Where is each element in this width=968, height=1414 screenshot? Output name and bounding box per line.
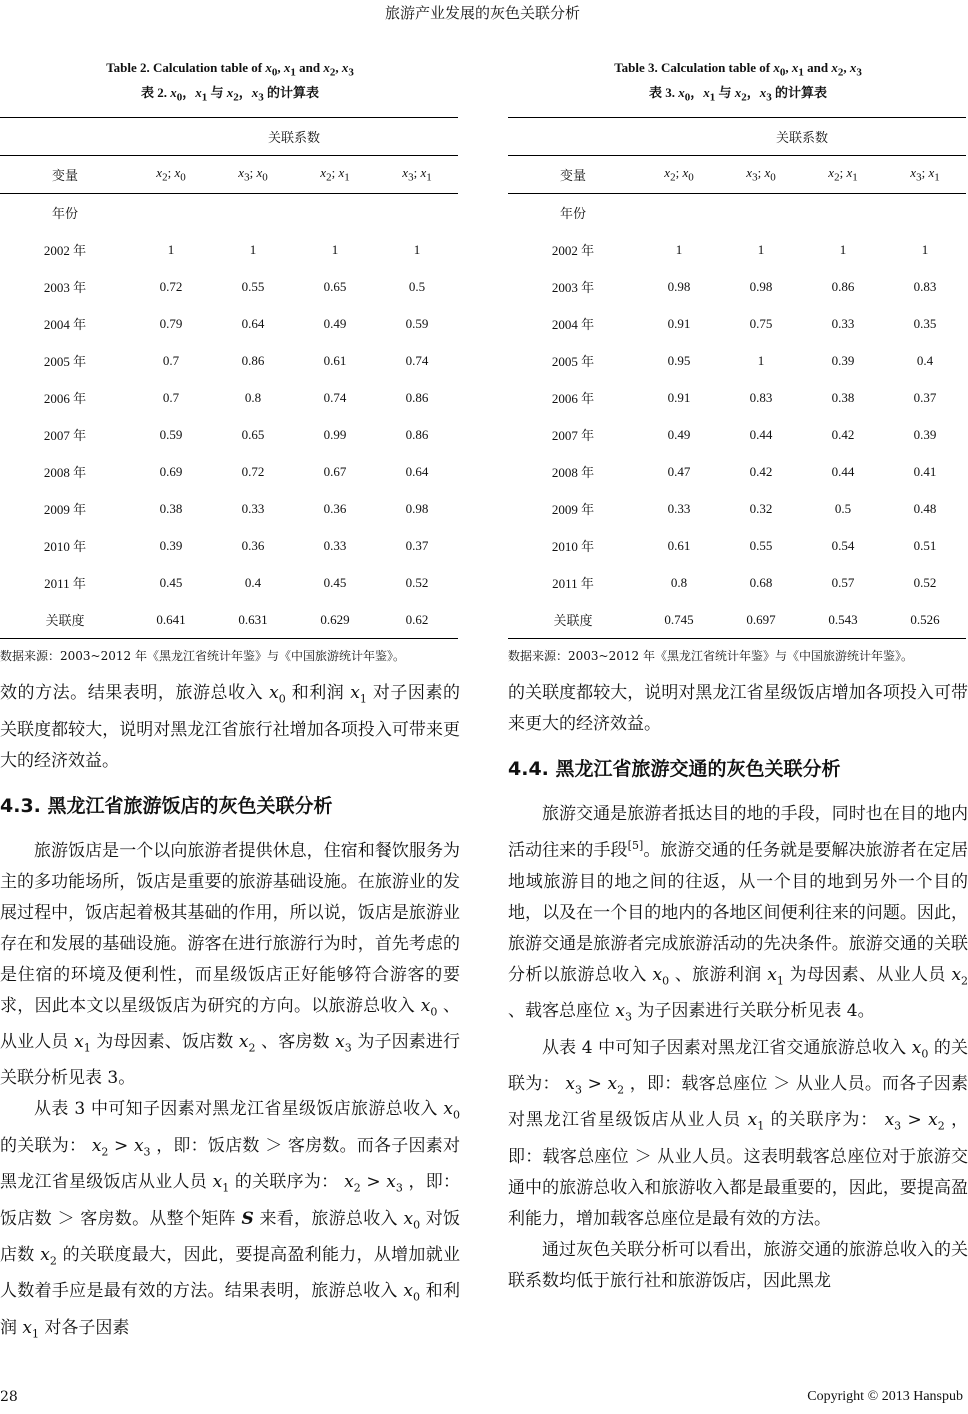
table2-row-label: 2008 年 xyxy=(43,465,87,481)
table3-column-header-row xyxy=(508,156,966,194)
table3-cell: 0.51 xyxy=(913,537,937,553)
table3-cell: 0.42 xyxy=(831,426,855,442)
table3-year-label-row xyxy=(508,194,966,232)
table3-cell: 0.49 xyxy=(667,426,691,442)
table2-caption-en: Table 2. Calculation table of $x_0$, $x_1$ and $x_2$, $x_3$ xyxy=(106,60,354,79)
table3-cell: 0.98 xyxy=(667,278,691,294)
table3-cell: 0.33 xyxy=(667,500,691,516)
page-number: 28 xyxy=(0,1389,18,1405)
section-4-3-heading: 4.3. 黑龙江省旅游饭店的灰色关联分析 xyxy=(0,794,333,817)
table3-col-x3-x0: $x_3$; $x_0$ xyxy=(720,156,802,194)
table3-cell: 1 xyxy=(921,241,929,257)
table2-year-label-row xyxy=(0,194,458,232)
table2-row xyxy=(0,564,458,601)
left-paragraph-1: 效的方法。结果表明，旅游总收入 $x_0$ 和利润 $x_1$ 对子因素的关联度都较大，说明对黑龙江省旅行社增加各项投入可带来更大的经济效益。 xyxy=(0,683,461,771)
table2-cell: 0.65 xyxy=(323,278,347,294)
table2-row-label: 2006 年 xyxy=(43,391,87,407)
table2-cell: 0.33 xyxy=(323,537,347,553)
table3-row xyxy=(508,231,966,268)
table2-row xyxy=(0,268,458,305)
table3-cell: 0.55 xyxy=(749,537,773,553)
table2-cell: 0.33 xyxy=(241,500,265,516)
left-column xyxy=(0,58,460,1349)
table2-cell: 0.38 xyxy=(159,500,183,516)
right-paragraph-3: 从表 4 中可知子因素对黑龙江省交通旅游总收入 $x_0$ 的关联为： $x_3 > x_2$ ，即：载客总座位 ＞ 从业人员。而各子因素对黑龙江省星级饭店从业人员 $x_1$ 的关联序为： $x_3 > x_2$ ，即：载客总座位 ＞ 从业人员。这表明载客总座位对于旅游交通中的旅游总收入和旅游收入都是最重要的，因此，要提高盈利能力，增加载客总座位是最有效的方法。 xyxy=(508,1037,968,1229)
table2-row xyxy=(0,453,458,490)
table2-cell: 0.5 xyxy=(408,278,426,294)
table2-cell: 0.45 xyxy=(159,574,183,590)
table3-row-label: 2007 年 xyxy=(551,428,595,444)
table3-body xyxy=(508,231,966,639)
table2-cell: 0.7 xyxy=(162,389,180,405)
table2-cell: 0.4 xyxy=(244,574,262,590)
table2-cell: 0.37 xyxy=(405,537,429,553)
table3-row-label: 2010 年 xyxy=(551,539,595,555)
table3-row xyxy=(508,527,966,564)
table3-row-label: 2002 年 xyxy=(551,243,595,259)
table3-caption-cn: 表 3. $x_0$，$x_1$ 与 $x_2$，$x_3$ 的计算表 xyxy=(648,84,828,104)
table3-cell: 0.83 xyxy=(749,389,773,405)
left-paragraph-2: 旅游饭店是一个以向旅游者提供休息，住宿和餐饮服务为主的多功能场所，饭店是重要的旅游基础设施。在旅游业的发展过程中，饭店起着极其基础的作用，所以说，饭店是旅游业存在和发展的基础设施。游客在进行旅游行为时，首先考虑的是住宿的环境及便利性，而星级饭店正好能够符合游客的要求，因此本文以星级饭店为研究的方向。以旅游总收入 $x_0$ 、从业人员 $x_1$ 为母因素、饭店数 $x_2$ 、客房数 $x_3$ 为子因素进行关联分析见表 3。 xyxy=(0,840,461,1089)
table2-col-x3-x0: $x_3$; $x_0$ xyxy=(212,156,294,194)
table3-cell: 0.61 xyxy=(667,537,691,553)
left-paragraph-3: 从表 3 中可知子因素对黑龙江省星级饭店旅游总收入 $x_0$ 的关联为： $x_2 > x_3$ ，即：饭店数 ＞ 客房数。而各子因素对黑龙江省星级饭店从业人员 $x_1$ 的关联序为： $x_2 > x_3$ ，即：饭店数 ＞ 客房数。从整个矩阵 S 来看，旅游总收入 $x_0$ 对饭店数 $x_2$ 的关联度最大，因此，要提高盈利能力，从增加就业人数着手应是最有效的方法。结果表明，旅游总收入 $x_0$ 和利润 $x_1$ 对各子因素 xyxy=(0,1099,461,1341)
table3-cell: 0.47 xyxy=(667,463,691,479)
table2-cell: 0.74 xyxy=(405,352,429,368)
table3-cell: 0.44 xyxy=(831,463,855,479)
table3-cell: 0.8 xyxy=(670,574,688,590)
table3-cell: 0.42 xyxy=(749,463,773,479)
table2-cell: 0.86 xyxy=(405,426,429,442)
table2-cell: 0.61 xyxy=(323,352,347,368)
table3-cell: 0.54 xyxy=(831,537,855,553)
table2-cell: 0.8 xyxy=(244,389,262,405)
table2-row-label: 2002 年 xyxy=(43,243,87,259)
table2-year-label: 年份 xyxy=(51,206,78,222)
table2-cell: 0.74 xyxy=(323,389,347,405)
table3-row-label: 2003 年 xyxy=(551,280,595,296)
table2-row-label: 2007 年 xyxy=(43,428,87,444)
table3-cell: 0.91 xyxy=(667,389,691,405)
table3-caption xyxy=(508,58,968,107)
table3-cell: 0.95 xyxy=(667,352,691,368)
table2-row xyxy=(0,342,458,379)
table3-cell: 0.52 xyxy=(913,574,937,590)
table3-cell: 1 xyxy=(757,241,765,257)
table2-caption-cn: 表 2. $x_0$，$x_1$ 与 $x_2$，$x_3$ 的计算表 xyxy=(140,84,320,104)
table3-row-label: 2006 年 xyxy=(551,391,595,407)
table3-col-x2-x0: $x_2$; $x_0$ xyxy=(638,156,720,194)
table2-cell: 0.72 xyxy=(159,278,183,294)
table2-row-label: 2009 年 xyxy=(43,502,87,518)
table3-caption-en: Table 3. Calculation table of $x_0$, $x_1$ and $x_2$, $x_3$ xyxy=(614,60,862,79)
table3-row xyxy=(508,342,966,379)
table2-row-label: 2010 年 xyxy=(43,539,87,555)
table2-row xyxy=(0,490,458,527)
table2-body xyxy=(0,231,458,639)
table3-row xyxy=(508,416,966,453)
table2-cell: 0.64 xyxy=(241,315,265,331)
table2 xyxy=(0,117,458,639)
table3-cell: 0.86 xyxy=(831,278,855,294)
table2-row-label: 关联度 xyxy=(0,601,130,639)
table2-cell: 0.69 xyxy=(159,463,183,479)
table2-row-label: 2005 年 xyxy=(43,354,87,370)
table2-cell: 0.59 xyxy=(159,426,183,442)
table3 xyxy=(508,117,966,639)
table3-cell: 0.75 xyxy=(749,315,773,331)
table3-cell: 0.83 xyxy=(913,278,937,294)
table3-cell: 0.32 xyxy=(749,500,773,516)
table2-cell: 0.65 xyxy=(241,426,265,442)
right-column xyxy=(508,58,968,1297)
table2-row xyxy=(0,379,458,416)
table3-group-row xyxy=(508,118,966,156)
left-body-text xyxy=(0,678,460,1349)
table3-col-x3-x1: $x_3$; $x_1$ xyxy=(884,156,966,194)
table3-year-label: 年份 xyxy=(559,206,586,222)
table2-cell: 0.36 xyxy=(241,537,265,553)
table3-row-label: 2008 年 xyxy=(551,465,595,481)
table2-cell: 0.52 xyxy=(405,574,429,590)
table2-cell: 0.98 xyxy=(405,500,429,516)
table3-row-label: 2011 年 xyxy=(552,576,594,592)
table2-row xyxy=(0,231,458,268)
right-paragraph-1: 的关联度都较大，说明对黑龙江省星级饭店增加各项投入可带来更大的经济效益。 xyxy=(508,683,968,735)
table2-cell: 0.86 xyxy=(405,389,429,405)
table3-cell: 0.697 xyxy=(720,601,802,639)
table3-row xyxy=(508,490,966,527)
citation-ref[interactable]: [5] xyxy=(627,839,644,853)
table3-cell: 0.91 xyxy=(667,315,691,331)
table2-cell: 0.79 xyxy=(159,315,183,331)
table3-row-label: 2005 年 xyxy=(551,354,595,370)
table2-cell: 0.72 xyxy=(241,463,265,479)
table3-cell: 0.4 xyxy=(916,352,934,368)
table2-source-note: 数据来源：2003~2012 年《黑龙江省统计年鉴》与《中国旅游统计年鉴》。 xyxy=(0,649,405,664)
table3-row xyxy=(508,601,966,639)
table2-cell: 1 xyxy=(167,241,175,257)
table2-var-label: 变量 xyxy=(0,156,130,194)
table2-cell: 0.631 xyxy=(212,601,294,639)
table2-col-x2-x0: $x_2$; $x_0$ xyxy=(130,156,212,194)
table3-cell: 0.35 xyxy=(913,315,937,331)
table2-row-label: 2003 年 xyxy=(43,280,87,296)
table2-row xyxy=(0,527,458,564)
table2-column-header-row xyxy=(0,156,458,194)
table2-col-x3-x1: $x_3$; $x_1$ xyxy=(376,156,458,194)
table2-cell: 0.64 xyxy=(405,463,429,479)
table2-cell: 0.67 xyxy=(323,463,347,479)
table3-row-label: 2009 年 xyxy=(551,502,595,518)
table2-row xyxy=(0,416,458,453)
copyright-notice: Copyright © 2013 Hanspub xyxy=(807,1389,963,1404)
table3-row xyxy=(508,268,966,305)
table3-cell: 0.543 xyxy=(802,601,884,639)
table2-row-label: 2011 年 xyxy=(44,576,86,592)
table2-cell: 1 xyxy=(331,241,339,257)
table2-cell: 0.39 xyxy=(159,537,183,553)
table3-row xyxy=(508,305,966,342)
table2-cell: 0.36 xyxy=(323,500,347,516)
table2-group-header: 关联系数 xyxy=(130,118,458,156)
table2-row xyxy=(0,601,458,639)
section-4-4-heading: 4.4. 黑龙江省旅游交通的灰色关联分析 xyxy=(508,758,841,781)
right-paragraph-4: 通过灰色关联分析可以看出，旅游交通的旅游总收入的关联系数均低于旅行社和旅游饭店，因此黑龙 xyxy=(508,1239,968,1291)
table3-cell: 0.33 xyxy=(831,315,855,331)
table2-group-row xyxy=(0,118,458,156)
table3-row xyxy=(508,379,966,416)
table3-cell: 0.37 xyxy=(913,389,937,405)
table3-cell: 0.98 xyxy=(749,278,773,294)
table3-cell: 0.39 xyxy=(913,426,937,442)
table3-row-label: 关联度 xyxy=(508,601,638,639)
table3-group-header: 关联系数 xyxy=(638,118,966,156)
table2-cell: 0.629 xyxy=(294,601,376,639)
table3-cell: 0.41 xyxy=(913,463,937,479)
right-paragraph-2: 旅游交通是旅游者抵达目的地的手段，同时也在目的地内活动往来的手段[5]。旅游交通的任务就是要解决旅游者在定居地域旅游目的地之间的往返，从一个目的地到另外一个目的地，以及在一个目的地内的各地区间便利往来的问题。因此，旅游交通是旅游者完成旅游活动的先决条件。旅游交通的关联分析以旅游总收入 $x_0$ 、旅游利润 $x_1$ 为母因素、从业人员 $x_2$ 、载客总座位 $x_3$ 为子因素进行关联分析见表 4。 xyxy=(508,804,968,1024)
table3-cell: 0.48 xyxy=(913,500,937,516)
table2-caption xyxy=(0,58,460,107)
table2-row-label: 2004 年 xyxy=(43,317,87,333)
table3-source-note: 数据来源：2003~2012 年《黑龙江省统计年鉴》与《中国旅游统计年鉴》。 xyxy=(508,649,913,664)
table2-col-x2-x1: $x_2$; $x_1$ xyxy=(294,156,376,194)
table3-cell: 0.57 xyxy=(831,574,855,590)
table2-cell: 0.641 xyxy=(130,601,212,639)
table2-cell: 0.62 xyxy=(376,601,458,639)
table2-cell: 0.45 xyxy=(323,574,347,590)
running-header: 旅游产业发展的灰色关联分析 xyxy=(384,4,580,22)
table3-cell: 1 xyxy=(675,241,683,257)
table3-cell: 0.745 xyxy=(638,601,720,639)
table3-cell: 0.5 xyxy=(834,500,852,516)
table3-col-x2-x1: $x_2$; $x_1$ xyxy=(802,156,884,194)
table3-cell: 1 xyxy=(839,241,847,257)
table3-row xyxy=(508,453,966,490)
table3-row xyxy=(508,564,966,601)
table3-cell: 0.526 xyxy=(884,601,966,639)
table2-cell: 0.55 xyxy=(241,278,265,294)
table3-cell: 1 xyxy=(757,352,765,368)
table2-row xyxy=(0,305,458,342)
table2-cell: 0.7 xyxy=(162,352,180,368)
table2-cell: 0.86 xyxy=(241,352,265,368)
table3-var-label: 变量 xyxy=(508,156,638,194)
table3-cell: 0.68 xyxy=(749,574,773,590)
table3-row-label: 2004 年 xyxy=(551,317,595,333)
table2-cell: 0.99 xyxy=(323,426,347,442)
table2-cell: 1 xyxy=(413,241,421,257)
table2-cell: 1 xyxy=(249,241,257,257)
table3-cell: 0.44 xyxy=(749,426,773,442)
right-body-text xyxy=(508,678,968,1297)
table2-cell: 0.59 xyxy=(405,315,429,331)
table3-cell: 0.38 xyxy=(831,389,855,405)
table3-cell: 0.39 xyxy=(831,352,855,368)
table2-cell: 0.49 xyxy=(323,315,347,331)
